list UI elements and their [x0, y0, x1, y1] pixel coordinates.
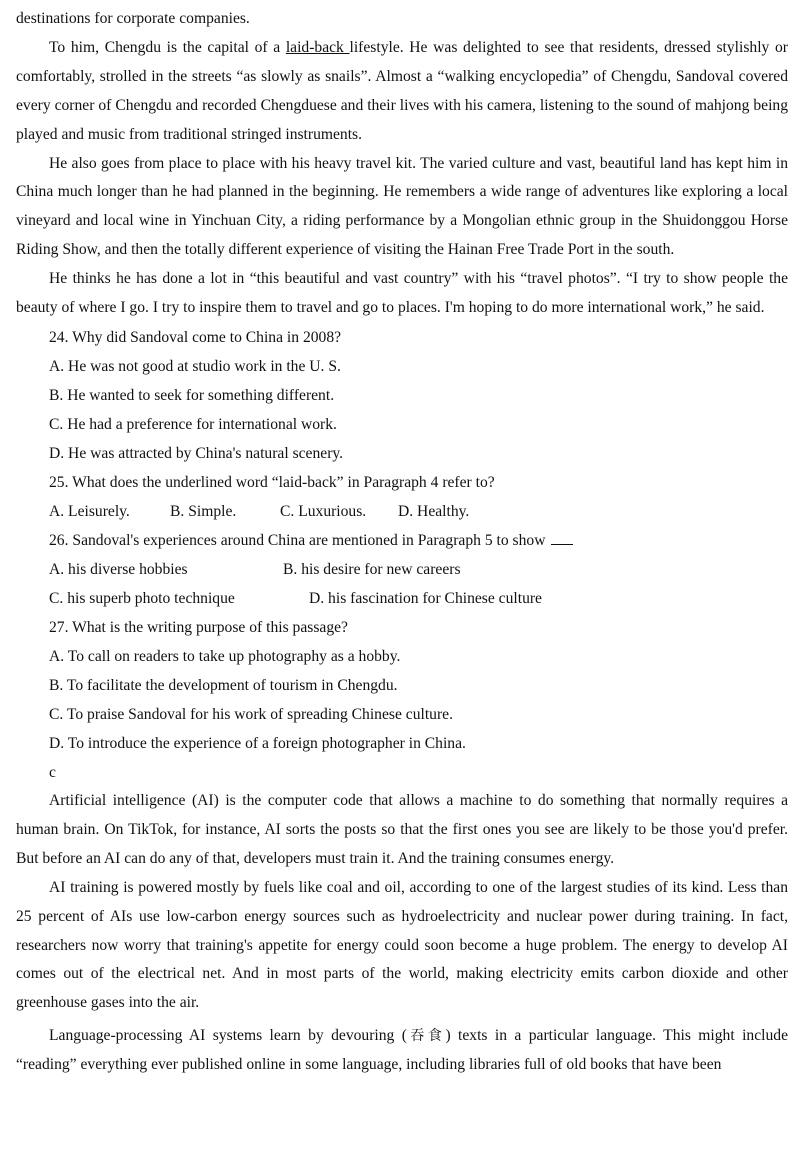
- section-c-paragraph-3: [16, 1022, 788, 1080]
- paragraph-4-rest: lifestyle. He was delighted to see that residents, dressed stylishly or comfortably, strolled in the streets “as slowly as snails”. Almost a “walking encyclopedia” of Chengdu, Sandoval covered every corner of Chengdu and recorded Chengduese and their lives with his camera, listening to the sound of mahjong being played and music from traditional stringed instruments.: [16, 38, 788, 143]
- question-26-stem: [16, 526, 788, 555]
- question-25-option-d: D. Healthy.: [398, 502, 470, 520]
- question-27-option-a: A. To call on readers to take up photography as a hobby.: [49, 647, 401, 665]
- section-c-paragraph-2: AI training is powered mostly by fuels like coal and oil, according to one of the largest studies of its kind. Less than 25 percent of AIs use low-carbon energy sources such as hydroelectricity and nuclear power during training. In fact, researchers now worry that training's appetite for energy could soon become a huge problem. The energy to develop AI comes out of the electrical net. And in most parts of the world, making electricity emits carbon dioxide and other greenhouse gases into the air.: [16, 878, 788, 1012]
- question-26-option-d: D. his fascination for Chinese culture: [309, 589, 542, 607]
- exam-page: [16, 5, 788, 1080]
- question-25-options: [16, 497, 788, 526]
- paragraph-4-start: To him, Chengdu is the capital of a: [49, 38, 286, 56]
- section-c-paragraph-3-rest: ) texts in a particular language. This might include “reading” everything ever published online in some language, including libraries full of old books that have been: [16, 1027, 788, 1074]
- question-27-option-d: D. To introduce the experience of a foreign photographer in China.: [49, 734, 466, 752]
- question-24-option-d: D. He was attracted by China's natural scenery.: [49, 444, 344, 462]
- section-c-paragraph-1: Artificial intelligence (AI) is the computer code that allows a machine to do something that normally requires a human brain. On TikTok, for instance, AI sorts the posts so that the first ones you see are likely to be those you'd prefer. But before an AI can do any of that, developers must train it. And the training consumes energy.: [16, 791, 788, 867]
- question-24-option-a: A. He was not good at studio work in the U. S.: [49, 357, 341, 375]
- question-26-stem-text: 26. Sandoval's experiences around China are mentioned in Paragraph 5 to show: [49, 531, 546, 549]
- question-25-stem: 25. What does the underlined word “laid-back” in Paragraph 4 refer to?: [49, 473, 495, 491]
- question-25-option-b: B. Simple.: [170, 502, 237, 520]
- question-24-option-b: B. He wanted to seek for something different.: [49, 386, 335, 404]
- question-27-option-c: C. To praise Sandoval for his work of spreading Chinese culture.: [49, 705, 453, 723]
- question-26-options-row-2: [16, 584, 788, 613]
- section-c-paragraph-3-start: Language-processing AI systems learn by devouring (: [49, 1027, 407, 1045]
- question-27-option-b: B. To facilitate the development of tourism in Chengdu.: [49, 676, 398, 694]
- chinese-gloss: 吞食: [406, 1028, 446, 1045]
- question-26-option-b: B. his desire for new careers: [283, 560, 461, 578]
- paragraph-top: destinations for corporate companies.: [16, 10, 250, 27]
- question-26-option-a: A. his diverse hobbies: [49, 560, 188, 578]
- question-27-stem: 27. What is the writing purpose of this passage?: [49, 618, 348, 636]
- question-24-stem: 24. Why did Sandoval come to China in 2008?: [49, 328, 342, 346]
- question-24-option-c: C. He had a preference for international work.: [49, 415, 337, 433]
- paragraph-5: He also goes from place to place with his heavy travel kit. The varied culture and vast, beautiful land has kept him in China much longer than he had planned in the beginning. He remembers a wide range of adventures like exploring a local vineyard and local wine in Yinchuan City, a riding performance by a Mongolian ethnic group in the Shuidonggou Horse Riding Show, and then the totally different experience of visiting the Hainan Free Trade Port in the south.: [16, 154, 788, 259]
- question-25-option-c: C. Luxurious.: [280, 502, 367, 520]
- answer-blank: [551, 530, 573, 545]
- paragraph-4: [16, 34, 788, 150]
- section-c-letter: c: [49, 763, 56, 781]
- underlined-word-laid-back: laid-back: [285, 38, 350, 56]
- question-26-option-c: C. his superb photo technique: [49, 589, 235, 607]
- question-26-options-row-1: [16, 555, 788, 584]
- paragraph-6: He thinks he has done a lot in “this beautiful and vast country” with his “travel photos”. “I try to show people the beauty of where I go. I try to inspire them to travel and go to places. I'm hoping to do more international work,” he said.: [16, 270, 788, 317]
- question-25-option-a: A. Leisurely.: [49, 502, 130, 520]
